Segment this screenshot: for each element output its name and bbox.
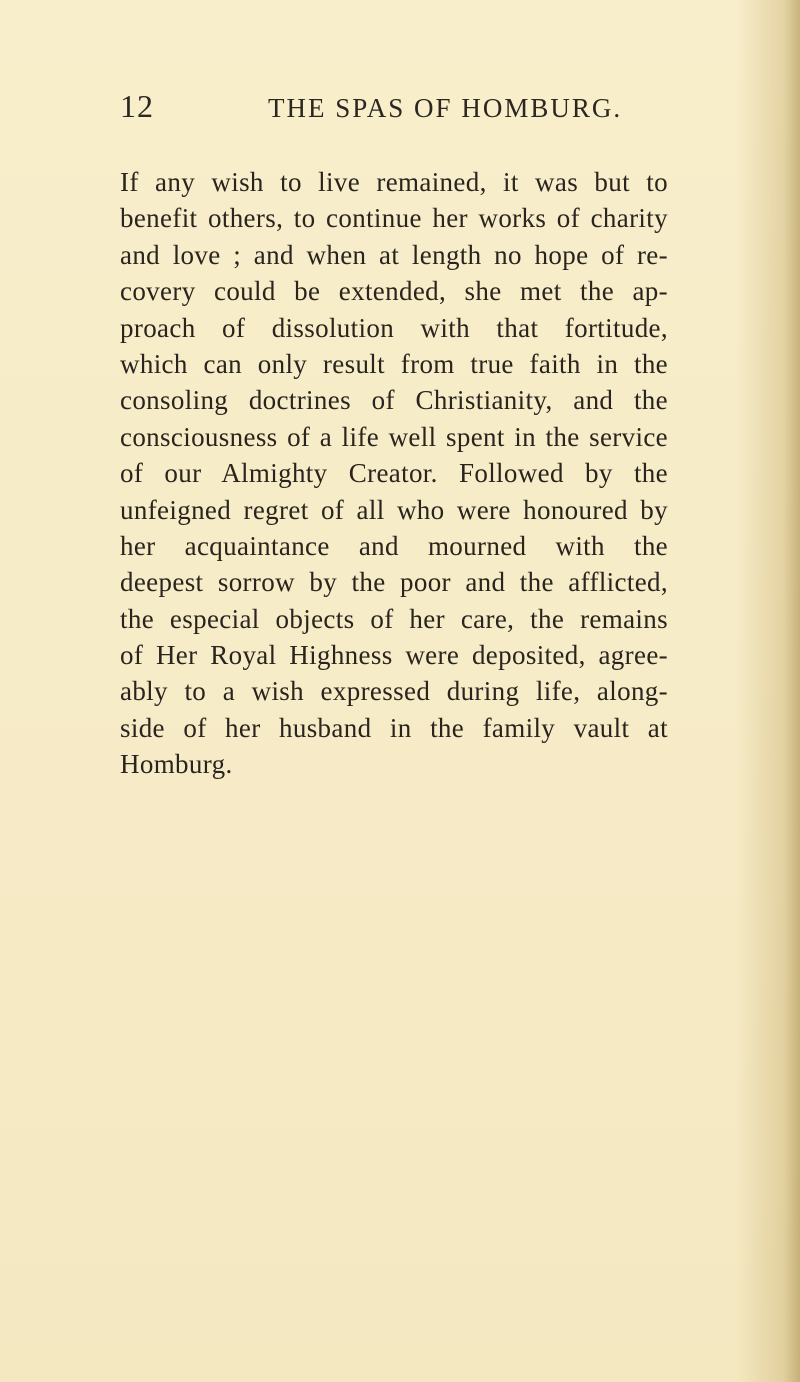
text-line: consoling doctrines of Christianity, and the	[120, 385, 668, 416]
body-paragraph	[120, 164, 668, 783]
text-line: of our Almighty Creator. Followed by the	[120, 458, 668, 489]
text-line: unfeigned regret of all who were honoured by	[120, 494, 668, 525]
text-line: proach of dissolution with that fortitude,	[120, 312, 668, 343]
text-line: the especial objects of her care, the remains	[120, 603, 668, 634]
page-title: THE SPAS OF HOMBURG.	[268, 93, 623, 123]
text-line: benefit others, to continue her works of charity	[120, 203, 668, 234]
text-line: If any wish to live remained, it was but to	[120, 167, 668, 197]
text-line: and love ; and when at length no hope of re-	[120, 239, 668, 270]
text-line: which can only result from true faith in the	[120, 348, 668, 379]
text-line: covery could be extended, she met the ap-	[120, 276, 668, 307]
text-line: consciousness of a life well spent in the service	[120, 421, 668, 452]
text-line: side of her husband in the family vault at	[120, 712, 668, 743]
text-line: deepest sorrow by the poor and the afflicted,	[120, 567, 668, 598]
page-number: 12	[120, 88, 154, 124]
running-head	[120, 86, 660, 126]
text-line: of Her Royal Highness were deposited, agree-	[120, 640, 668, 671]
text-line: Homburg.	[120, 749, 233, 780]
text-line: her acquaintance and mourned with the	[120, 530, 668, 561]
text-line: ably to a wish expressed during life, along-	[120, 676, 668, 707]
